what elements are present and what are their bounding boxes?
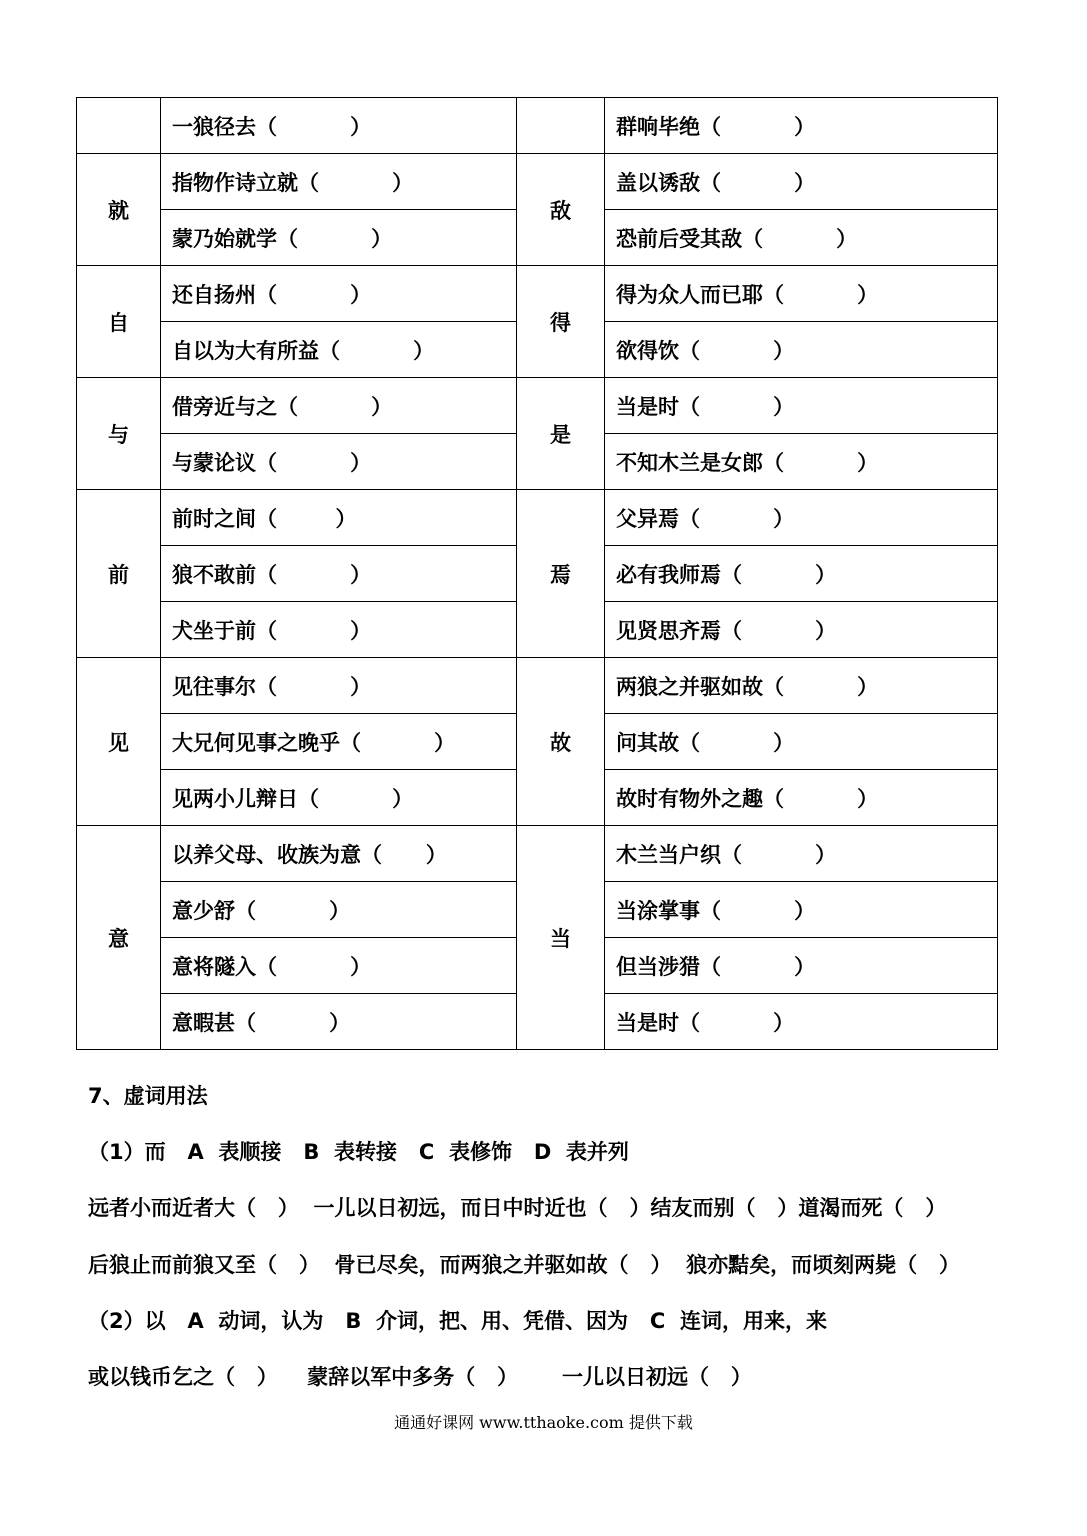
left-phrase: 大兄何见事之晚乎（ ）	[161, 714, 517, 770]
section-line-5: 或以钱币乞之（ ） 蒙辞以军中多务（ ） 一儿以日初远（ ）	[88, 1365, 752, 1389]
left-phrase: 指物作诗立就（ ）	[161, 154, 517, 210]
left-phrase: 见两小儿辩日（ ）	[161, 770, 517, 826]
left-phrase: 意少舒（ ）	[161, 882, 517, 938]
left-phrase: 前时之间（ ）	[161, 490, 517, 546]
table-row	[77, 378, 998, 434]
left-phrase: 犬坐于前（ ）	[161, 602, 517, 658]
table-row	[77, 826, 998, 882]
right-head-char: 焉	[517, 490, 605, 658]
left-head-char: 与	[77, 378, 161, 490]
right-head-char: 敌	[517, 154, 605, 266]
left-head-char	[77, 98, 161, 154]
right-phrase: 故时有物外之趣（ ）	[605, 770, 998, 826]
left-head-char: 自	[77, 266, 161, 378]
right-head-char	[517, 98, 605, 154]
left-phrase: 蒙乃始就学（ ）	[161, 210, 517, 266]
right-phrase: 群响毕绝（ ）	[605, 98, 998, 154]
left-phrase: 狼不敢前（ ）	[161, 546, 517, 602]
page-footer: 通通好课网 www.tthaoke.com 提供下载	[394, 1413, 693, 1432]
section-line-4: （2）以 A 动词，认为 B 介词，把、用、凭借、因为 C 连词，用来，来	[88, 1309, 827, 1333]
left-head-char: 前	[77, 490, 161, 658]
table-row	[77, 658, 998, 714]
right-phrase: 父异焉（ ）	[605, 490, 998, 546]
right-phrase: 见贤思齐焉（ ）	[605, 602, 998, 658]
left-phrase: 意暇甚（ ）	[161, 994, 517, 1050]
right-phrase: 木兰当户织（ ）	[605, 826, 998, 882]
table-row	[77, 98, 998, 154]
left-head-char: 就	[77, 154, 161, 266]
right-phrase: 当是时（ ）	[605, 378, 998, 434]
table-row	[77, 490, 998, 546]
section-title: 7、虚词用法	[88, 1084, 208, 1108]
right-head-char: 得	[517, 266, 605, 378]
right-phrase: 欲得饮（ ）	[605, 322, 998, 378]
right-phrase: 盖以诱敌（ ）	[605, 154, 998, 210]
right-head-char: 当	[517, 826, 605, 1050]
right-head-char: 是	[517, 378, 605, 490]
table-row	[77, 266, 998, 322]
left-phrase: 一狼径去（ ）	[161, 98, 517, 154]
left-phrase: 以养父母、收族为意（ ）	[161, 826, 517, 882]
right-phrase: 问其故（ ）	[605, 714, 998, 770]
right-phrase: 不知木兰是女郎（ ）	[605, 434, 998, 490]
right-phrase: 当涂掌事（ ）	[605, 882, 998, 938]
left-phrase: 自以为大有所益（ ）	[161, 322, 517, 378]
left-phrase: 见往事尔（ ）	[161, 658, 517, 714]
section-line-2: 远者小而近者大（ ） 一儿以日初远，而日中时近也（ ）结友而别（ ）道渴而死（ ）	[88, 1196, 947, 1220]
left-phrase: 借旁近与之（ ）	[161, 378, 517, 434]
left-phrase: 与蒙论议（ ）	[161, 434, 517, 490]
right-phrase: 但当涉猎（ ）	[605, 938, 998, 994]
right-phrase: 得为众人而已耶（ ）	[605, 266, 998, 322]
left-phrase: 还自扬州（ ）	[161, 266, 517, 322]
right-head-char: 故	[517, 658, 605, 826]
table-row	[77, 154, 998, 210]
left-head-char: 意	[77, 826, 161, 1050]
left-phrase: 意将隧入（ ）	[161, 938, 517, 994]
right-phrase: 必有我师焉（ ）	[605, 546, 998, 602]
vocab-table	[76, 97, 998, 1050]
right-phrase: 当是时（ ）	[605, 994, 998, 1050]
right-phrase: 恐前后受其敌（ ）	[605, 210, 998, 266]
vocab-table-body	[77, 98, 998, 1050]
section-line-1: （1）而 A 表顺接 B 表转接 C 表修饰 D 表并列	[88, 1140, 629, 1164]
left-head-char: 见	[77, 658, 161, 826]
right-phrase: 两狼之并驱如故（ ）	[605, 658, 998, 714]
section-line-3: 后狼止而前狼又至（ ） 骨已尽矣，而两狼之并驱如故（ ） 狼亦黠矣，而顷刻两毙（ ）	[88, 1253, 961, 1277]
